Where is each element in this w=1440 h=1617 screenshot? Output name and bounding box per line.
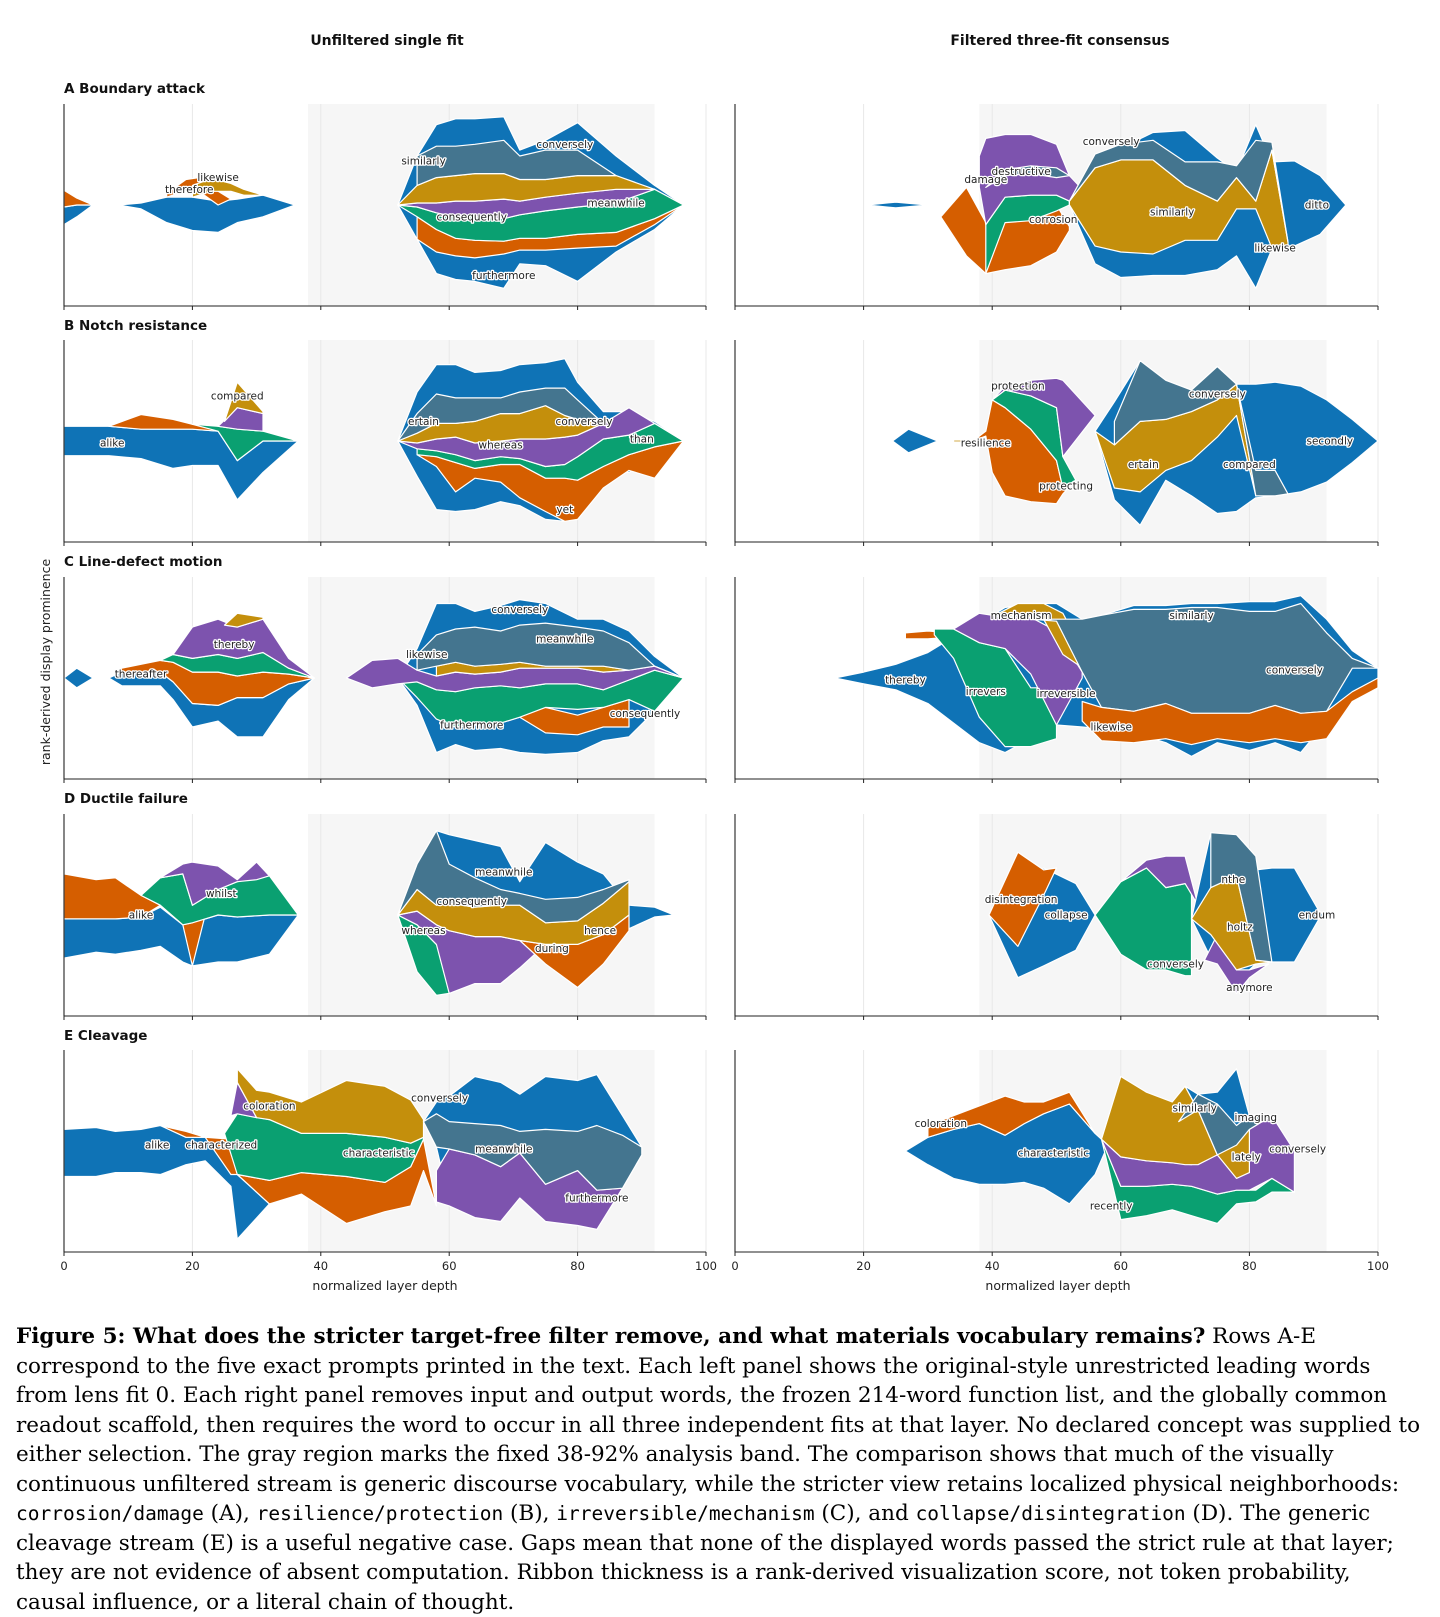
word-label-b-filtered-5: compared <box>1223 459 1276 471</box>
word-label-d-unfiltered-0: alike <box>128 909 154 922</box>
x-tick-label-unfiltered-0: 0 <box>60 1259 68 1273</box>
x-tick-label-filtered-40: 40 <box>984 1259 1000 1273</box>
word-label-e-filtered-0: coloration <box>914 1118 968 1131</box>
word-label-c-unfiltered-4: meanwhile <box>536 633 594 646</box>
panel-e-unfiltered <box>60 1050 717 1273</box>
word-label-a-unfiltered-3: conversely <box>536 138 594 151</box>
word-label-b-unfiltered-3: conversely <box>555 415 613 428</box>
ribbon-a-unfiltered-blue-0-0 <box>64 205 93 225</box>
word-label-b-unfiltered-4: whereas <box>478 439 523 452</box>
word-label-d-unfiltered-3: consequently <box>436 895 507 908</box>
caption-text-5: (D). The generic cleavage stream (E) is a useful negative case. Gaps mean that none of the displayed words passed the strict rule at that layer; they are not evidence of absent computation. Ribbon thickness is a rank-derived visualization score, not token probability, causal influence, or a literal chain of thought. <box>16 1501 1394 1615</box>
caption-lead: Figure 5: What does the stricter target-free filter remove, and what materials vocabulary remains? <box>16 1324 1206 1349</box>
word-label-b-filtered-1: resilience <box>960 437 1011 450</box>
row-title-b <box>64 318 207 334</box>
ribbon-c-unfiltered-blue-0-0 <box>64 668 93 688</box>
ribbon-a-filtered-blue-0-0 <box>867 202 928 208</box>
word-label-c-filtered-3: irreversible <box>1036 688 1096 701</box>
word-label-d-filtered-5: anymore <box>1226 982 1273 994</box>
word-label-e-unfiltered-5: meanwhile <box>475 1143 533 1156</box>
word-label-a-unfiltered-2: similarly <box>401 155 446 168</box>
caption-text-1: Rows A-E correspond to the five exact prompts printed in the text. Each left panel shows the original-style unrestricted leading words from lens fit 0. Each right panel removes input and output words, the frozen 214-word function list, and the globally common readout scaffold, then requires the word to occur in all three independent fits at that layer. No declared concept was supplied to either selection. The gray region marks the fixed 38-92% analysis band. The comparison shows that much of the visually continuous unfiltered stream is generic discourse vocabulary, while the stricter view retains localized physical neighborhoods: <box>16 1324 1421 1497</box>
word-label-c-unfiltered-1: thereby <box>213 639 255 652</box>
word-label-b-filtered-6: secondly <box>1306 435 1354 448</box>
word-label-a-unfiltered-4: consequently <box>436 211 507 224</box>
word-label-e-unfiltered-2: coloration <box>243 1100 296 1113</box>
panel-d-unfiltered <box>64 814 706 1020</box>
x-tick-label-filtered-60: 60 <box>1113 1259 1129 1273</box>
word-label-e-filtered-5: lately <box>1231 1151 1261 1164</box>
word-label-b-unfiltered-2: ertain <box>408 415 439 428</box>
word-label-a-filtered-2: damage <box>964 174 1008 186</box>
x-tick-label-filtered-0: 0 <box>731 1259 739 1273</box>
svg-text:A Boundary attack: A Boundary attack <box>64 81 205 97</box>
column-title-unfiltered: Unfiltered single fit <box>310 33 464 49</box>
word-label-c-filtered-2: irrevers <box>965 686 1006 699</box>
ribbon-a-unfiltered-orange-0-1 <box>64 190 93 207</box>
panel-d-filtered <box>735 814 1378 1020</box>
x-tick-label-unfiltered-20: 20 <box>185 1259 200 1273</box>
panel-a-unfiltered <box>64 104 706 310</box>
word-label-d-unfiltered-5: hence <box>584 925 617 938</box>
row-title-e <box>64 1028 147 1044</box>
word-label-a-filtered-5: ditto <box>1304 199 1330 212</box>
word-label-a-filtered-1: destructive <box>991 166 1051 179</box>
caption-code-irreversible: irreversible/mechanism <box>556 1502 815 1525</box>
x-tick-label-filtered-20: 20 <box>856 1259 871 1273</box>
word-label-e-unfiltered-1: characterized <box>185 1139 258 1152</box>
word-label-b-filtered-0: protection <box>991 380 1045 393</box>
word-label-e-unfiltered-3: conversely <box>411 1092 469 1105</box>
x-tick-label-unfiltered-40: 40 <box>313 1259 329 1273</box>
column-title-filtered: Filtered three-fit consensus <box>950 33 1170 49</box>
x-tick-label-unfiltered-80: 80 <box>570 1259 585 1273</box>
word-label-e-filtered-2: recently <box>1089 1200 1133 1213</box>
row-e-title: Cleavage <box>77 1028 148 1044</box>
x-tick-label-filtered-80: 80 <box>1242 1259 1257 1273</box>
svg-text:B Notch resistance: B Notch resistance <box>64 318 208 334</box>
word-label-e-unfiltered-6: furthermore <box>565 1192 629 1205</box>
word-label-d-filtered-0: disintegration <box>984 893 1058 906</box>
word-label-d-filtered-3: nthe <box>1221 874 1246 887</box>
word-label-d-filtered-1: collapse <box>1044 909 1088 922</box>
word-label-a-unfiltered-5: meanwhile <box>587 197 645 210</box>
word-label-c-filtered-1: mechanism <box>990 609 1052 622</box>
word-label-c-unfiltered-0: thereafter <box>114 668 168 681</box>
x-axis-label-right: normalized layer depth <box>985 1278 1131 1293</box>
row-b-title: Notch resistance <box>79 318 208 334</box>
word-label-e-unfiltered-4: characteristic <box>342 1147 415 1160</box>
caption-text-3: (B), <box>503 1501 557 1526</box>
x-tick-label-unfiltered-100: 100 <box>695 1259 717 1273</box>
svg-text:D Ductile failure: D Ductile failure <box>64 791 188 807</box>
panel-grid <box>60 104 1389 1273</box>
caption-text-4: (C), and <box>814 1501 916 1526</box>
svg-text:E Cleavage: E Cleavage <box>64 1028 148 1044</box>
x-tick-label-filtered-100: 100 <box>1367 1259 1389 1273</box>
word-label-e-filtered-1: characteristic <box>1017 1147 1090 1160</box>
word-label-c-unfiltered-2: conversely <box>491 603 549 616</box>
word-label-c-unfiltered-3: likewise <box>405 649 448 661</box>
word-label-e-filtered-6: conversely <box>1269 1143 1327 1156</box>
row-title-a <box>64 81 206 97</box>
panel-b-unfiltered <box>64 340 706 546</box>
row-title-d <box>64 791 188 807</box>
word-label-d-filtered-6: endum <box>1298 909 1336 922</box>
word-label-c-unfiltered-6: consequently <box>609 707 681 720</box>
word-label-b-filtered-3: conversely <box>1188 388 1246 401</box>
word-label-e-unfiltered-0: alike <box>144 1139 170 1152</box>
word-label-a-unfiltered-0: likewise <box>197 172 239 185</box>
panel-a-filtered <box>735 104 1378 310</box>
caption-code-collapse: collapse/disintegration <box>915 1502 1186 1525</box>
word-label-a-filtered-4: similarly <box>1150 206 1195 219</box>
x-tick-label-unfiltered-60: 60 <box>441 1259 457 1273</box>
word-label-b-unfiltered-0: alike <box>99 437 125 450</box>
panel-b-filtered <box>735 340 1378 546</box>
caption-text-2: (A), <box>203 1501 257 1526</box>
row-d-title: Ductile failure <box>79 791 188 807</box>
word-label-c-filtered-4: similarly <box>1169 609 1214 622</box>
word-label-b-unfiltered-6: yet <box>556 504 574 517</box>
word-label-b-filtered-4: ertain <box>1127 459 1159 471</box>
word-label-e-filtered-4: imaging <box>1234 1112 1278 1125</box>
word-label-a-unfiltered-6: furthermore <box>472 270 536 282</box>
word-label-b-unfiltered-5: than <box>629 433 654 446</box>
word-label-c-filtered-0: thereby <box>885 674 926 687</box>
row-a-title: Boundary attack <box>79 81 205 97</box>
word-label-d-unfiltered-2: meanwhile <box>475 866 533 879</box>
word-label-b-unfiltered-1: compared <box>210 390 264 403</box>
figure-caption <box>16 1322 1426 1617</box>
x-axis-label-left: normalized layer depth <box>312 1278 458 1293</box>
panel-c-filtered <box>735 577 1378 783</box>
panel-e-filtered <box>731 1050 1389 1273</box>
word-label-b-filtered-2: protecting <box>1039 480 1094 493</box>
word-label-d-unfiltered-4: whereas <box>401 925 446 938</box>
row-c-title: Line-defect motion <box>78 554 223 570</box>
panel-c-unfiltered <box>64 577 706 783</box>
caption-code-resilience: resilience/protection <box>256 1502 504 1525</box>
word-label-d-filtered-4: holtz <box>1226 921 1253 934</box>
ribbon-b-filtered-blue-0-0 <box>893 429 938 453</box>
word-label-d-unfiltered-1: whilst <box>205 887 237 900</box>
word-label-c-filtered-5: conversely <box>1265 664 1323 677</box>
y-axis-label: rank-derived display prominence <box>38 558 53 766</box>
word-label-a-filtered-0: conversely <box>1082 135 1140 148</box>
word-label-e-filtered-3: similarly <box>1172 1102 1217 1115</box>
svg-text:C Line-defect motion: C Line-defect motion <box>64 554 223 570</box>
word-label-d-filtered-2: conversely <box>1147 958 1204 971</box>
caption-code-corrosion: corrosion/damage <box>16 1502 204 1525</box>
word-label-c-unfiltered-5: furthermore <box>440 719 504 732</box>
word-label-a-filtered-6: likewise <box>1254 242 1296 255</box>
row-title-c <box>64 554 223 570</box>
word-label-d-unfiltered-6: during <box>534 942 569 955</box>
word-label-a-filtered-3: corrosion <box>1029 214 1078 227</box>
word-label-c-filtered-6: likewise <box>1090 721 1132 734</box>
ribbon-a-unfiltered-blue-1-0 <box>119 195 296 232</box>
word-label-a-unfiltered-1: therefore <box>164 183 214 196</box>
